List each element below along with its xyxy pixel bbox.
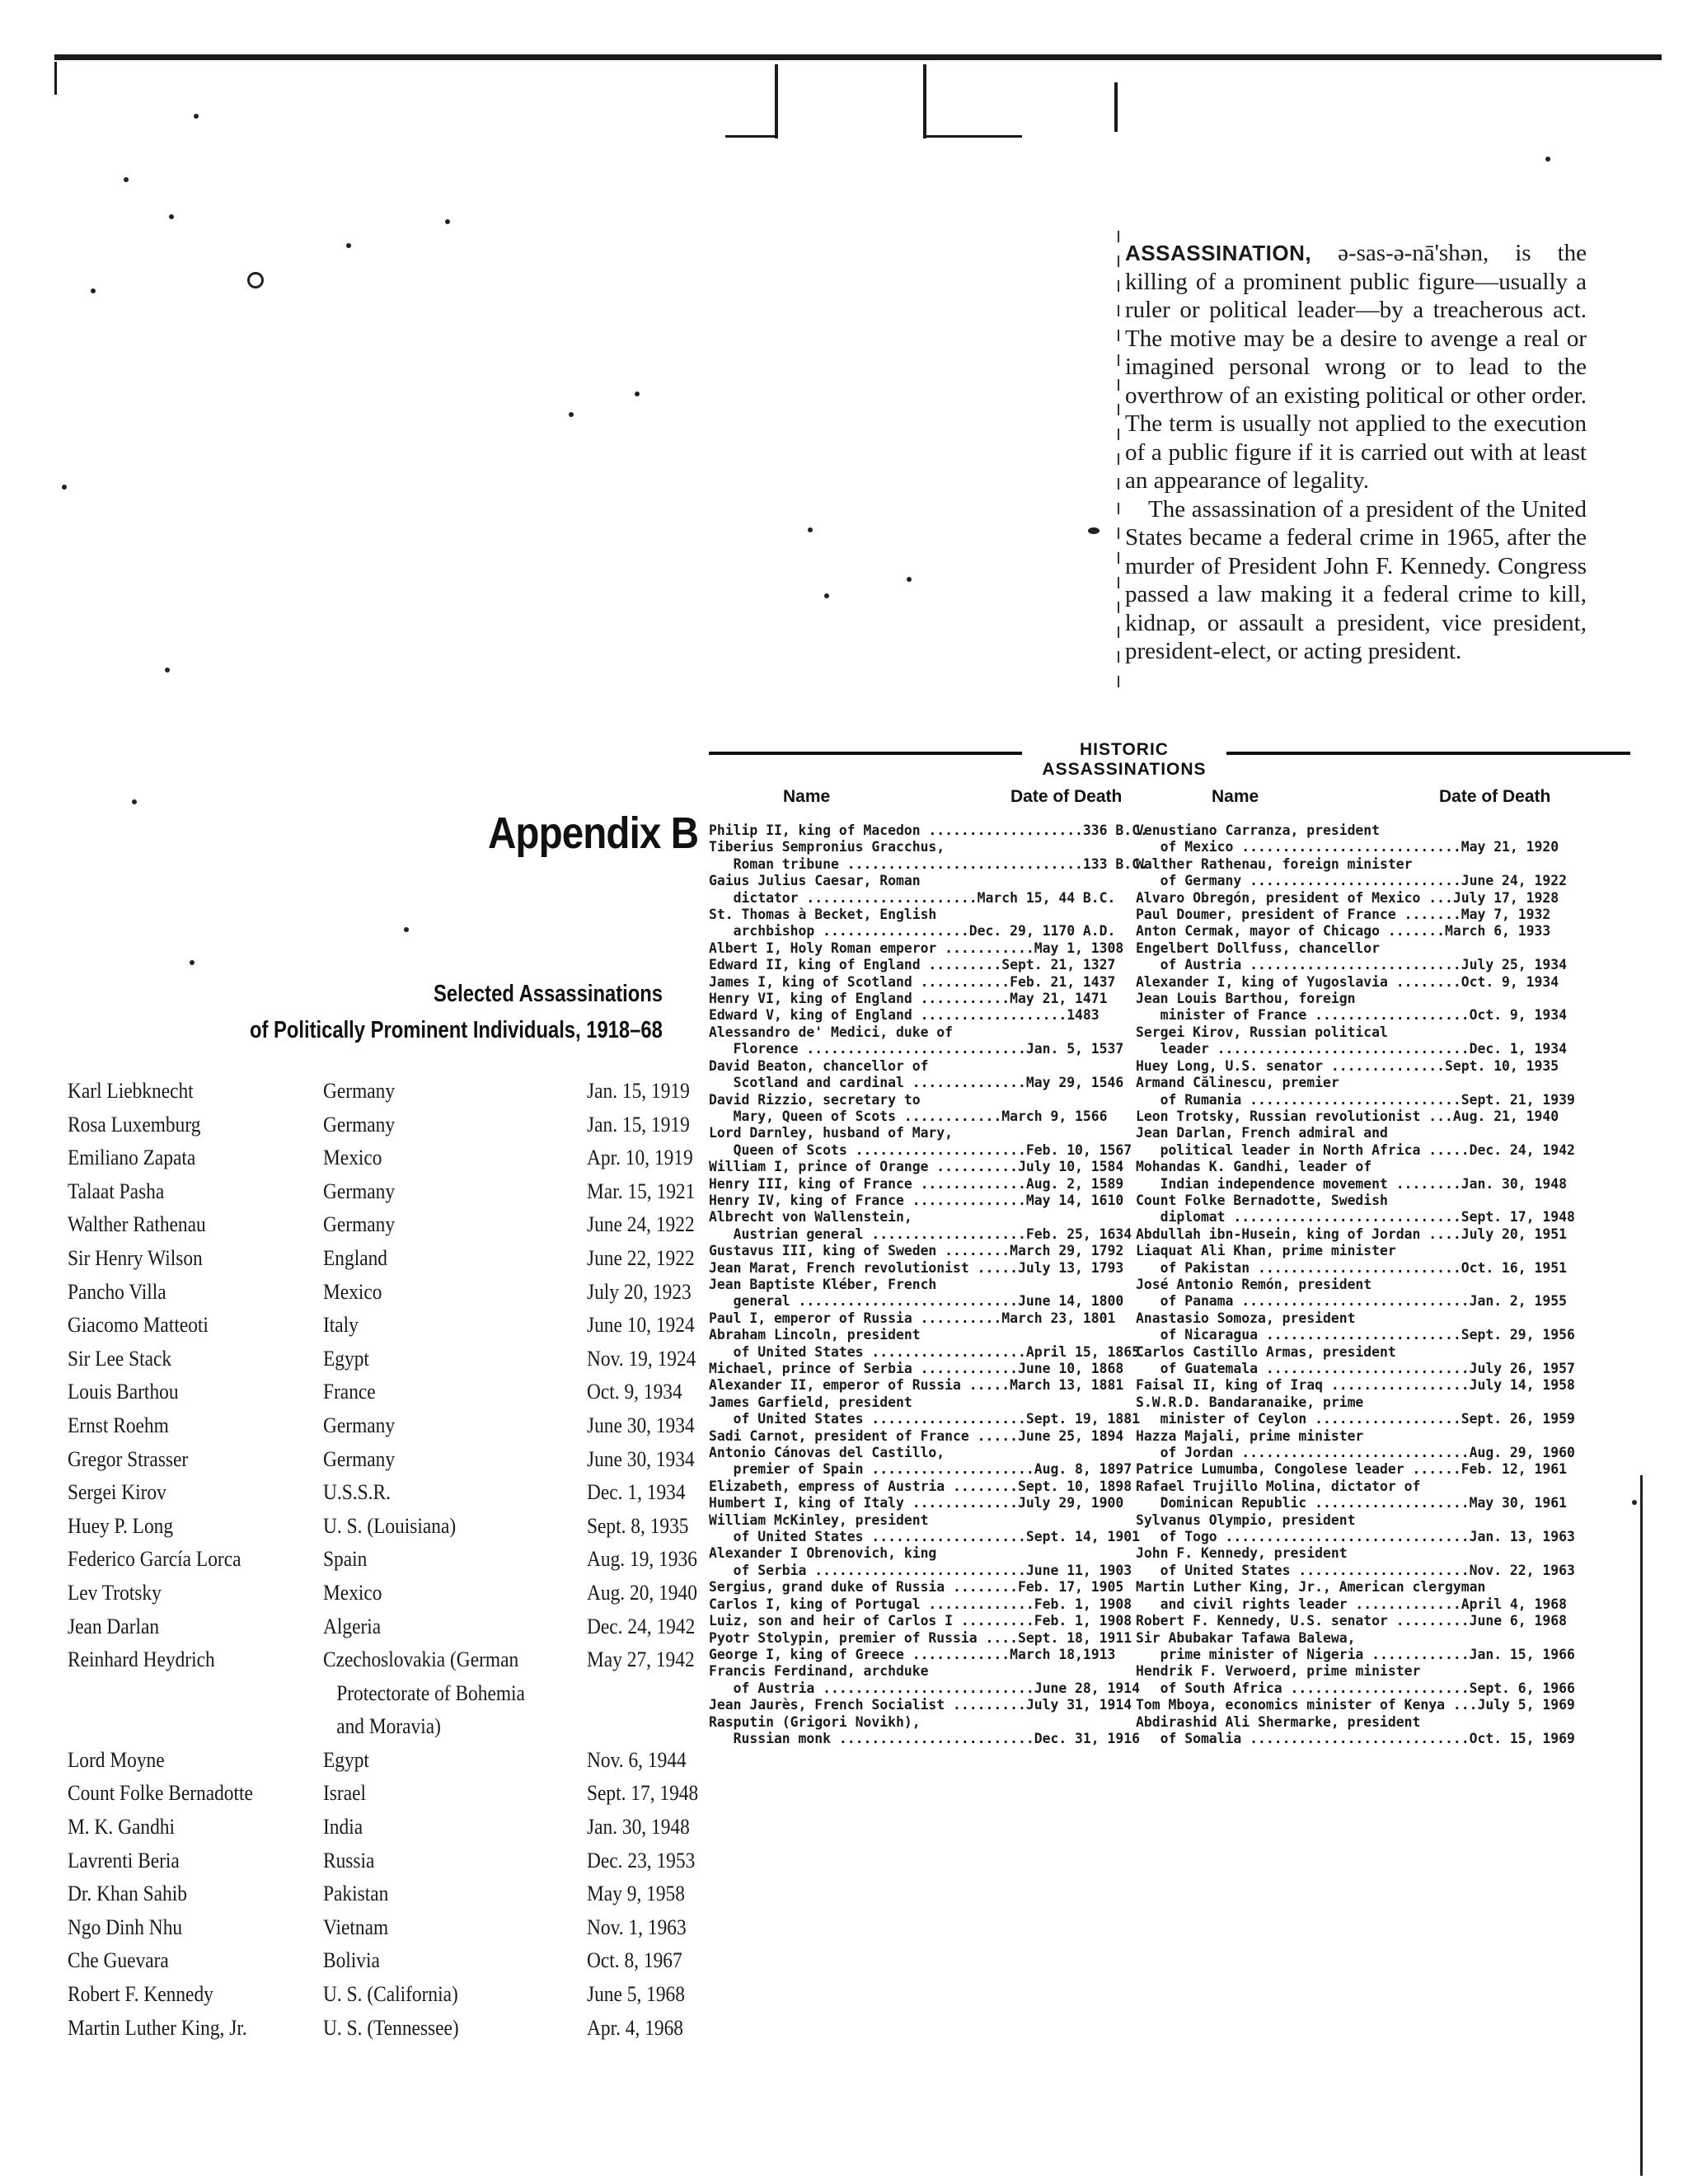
victim-name: Lev Trotsky xyxy=(68,1580,162,1605)
victim-name: Sergei Kirov xyxy=(68,1480,166,1505)
historic-entry-line: Alvaro Obregón, president of Mexico ...July 17, 1928 xyxy=(1136,889,1559,906)
appendix-title: Appendix B xyxy=(488,808,699,858)
victim-name: Robert F. Kennedy xyxy=(68,1982,213,2007)
historic-entry-line: Alessandro de' Medici, duke of xyxy=(709,1024,954,1040)
date-of-death: June 30, 1934 xyxy=(587,1446,695,1471)
historic-entry-line: of Guatemala .........................July 26, 1957 xyxy=(1136,1361,1575,1376)
historic-entry-line: Florence ...........................Jan. 5, 1537 xyxy=(709,1041,1124,1057)
scan-speck xyxy=(132,799,137,804)
historic-entry-line: Paul I, emperor of Russia ..........March 23, 1801 xyxy=(709,1310,1116,1326)
victim-name: Count Folke Bernadotte xyxy=(68,1781,253,1806)
appendix-row xyxy=(68,1510,694,1544)
victim-name: Reinhard Heydrich xyxy=(68,1647,215,1672)
historic-entry-line: Edward II, king of England .........Sept. 21, 1327 xyxy=(709,957,1116,973)
victim-name: Louis Barthou xyxy=(68,1380,179,1404)
historic-entry-line: S.W.R.D. Bandaranaike, prime xyxy=(1136,1394,1364,1410)
appendix-row xyxy=(68,1543,697,1577)
historic-entry-line: Henry VI, king of England ...........May 21, 1471 xyxy=(709,991,1108,1007)
victim-country: Mexico xyxy=(323,1146,382,1170)
historic-entry-line: David Rizzio, secretary to xyxy=(709,1091,921,1108)
historic-entry-line: Sergius, grand duke of Russia ........Feb. 17, 1905 xyxy=(709,1579,1124,1596)
date-of-death: Aug. 19, 1936 xyxy=(587,1547,697,1572)
date-of-death: Oct. 9, 1934 xyxy=(587,1380,682,1404)
historic-list-right xyxy=(1136,823,1575,1747)
historic-entry-line: political leader in North Africa .....Dec. 24, 1942 xyxy=(1136,1141,1575,1158)
historic-entry-line: diplomat ............................Sept. 17, 1948 xyxy=(1136,1209,1575,1226)
historic-entry-line: Antonio Cánovas del Castillo, xyxy=(709,1445,945,1461)
victim-name: Huey P. Long xyxy=(68,1513,174,1538)
victim-country: Israel xyxy=(323,1781,366,1806)
historic-entry-line: Engelbert Dollfuss, chancellor xyxy=(1136,940,1381,956)
date-of-death: June 5, 1968 xyxy=(587,1982,685,2007)
historic-entry-line: Walther Rathenau, foreign minister xyxy=(1136,855,1413,872)
historic-entry-line: Hendrik F. Verwoerd, prime minister xyxy=(1136,1663,1421,1680)
article-headword: ASSASSINATION, xyxy=(1125,241,1312,265)
date-of-death: June 30, 1934 xyxy=(587,1413,695,1437)
victim-country: Egypt xyxy=(323,1346,369,1371)
scan-speck xyxy=(445,219,450,224)
victim-name: Gregor Strasser xyxy=(68,1446,189,1471)
appendix-row xyxy=(68,1409,694,1443)
historic-entry-line: Edward V, king of England ..................1483 xyxy=(709,1007,1100,1024)
date-of-death: Jan. 15, 1919 xyxy=(587,1079,690,1103)
scan-speck xyxy=(165,668,170,673)
date-of-death: Dec. 23, 1953 xyxy=(587,1848,696,1872)
historic-entry-line: Venustiano Carranza, president xyxy=(1136,823,1381,838)
assassination-definition-article xyxy=(1125,239,1587,666)
article-left-rule xyxy=(1118,231,1119,692)
historic-entry-line: José Antonio Remón, president xyxy=(1136,1276,1372,1292)
appendix-row xyxy=(68,1577,697,1610)
victim-country: Pakistan xyxy=(323,1882,389,1906)
scan-speck xyxy=(124,177,129,182)
historic-entry-line: Jean Louis Barthou, foreign xyxy=(1136,991,1356,1007)
victim-country: Algeria xyxy=(323,1614,382,1638)
victim-name: Dr. Khan Sahib xyxy=(68,1882,187,1906)
victim-country: Germany xyxy=(323,1212,396,1237)
scan-speck xyxy=(91,288,96,293)
victim-country-line: Protectorate of Bohemia xyxy=(336,1680,525,1705)
appendix-row xyxy=(68,1476,694,1510)
victim-country: Germany xyxy=(323,1446,396,1471)
historic-entry-line: Sadi Carnot, president of France .....June 25, 1894 xyxy=(709,1427,1124,1444)
victim-name: Giacomo Matteoti xyxy=(68,1313,209,1338)
historic-entry-line: Henry III, king of France .............Aug. 2, 1589 xyxy=(709,1175,1124,1192)
scan-speck xyxy=(824,593,829,598)
appendix-row xyxy=(68,1643,694,1744)
date-of-death: Nov. 6, 1944 xyxy=(587,1747,687,1772)
historic-entry-line: Abdullah ibn-Husein, king of Jordan ....July 20, 1951 xyxy=(1136,1226,1568,1242)
historic-entry-line: Tiberius Sempronius Gracchus, xyxy=(709,839,945,855)
historic-entry-line: Luiz, son and heir of Carlos I .........Feb. 1, 1908 xyxy=(709,1613,1132,1629)
historic-entry-line: premier of Spain ....................Aug. 8, 1897 xyxy=(709,1461,1132,1478)
historic-entry-line: of Germany ..........................June 24, 1922 xyxy=(1136,873,1568,889)
historic-entry-line: St. Thomas à Becket, English xyxy=(709,907,937,923)
historic-entry-line: Pyotr Stolypin, premier of Russia ....Sept. 18, 1911 xyxy=(709,1629,1132,1646)
historic-entry-line: Jean Darlan, French admiral and xyxy=(1136,1125,1388,1141)
victim-country: Germany xyxy=(323,1112,396,1137)
date-of-death: Jan. 15, 1919 xyxy=(587,1112,690,1137)
date-of-death: June 22, 1922 xyxy=(587,1245,695,1270)
date-of-death: May 27, 1942 xyxy=(587,1647,695,1672)
historic-entry-line: archbishop ..................Dec. 29, 1170 A.D. xyxy=(709,923,1116,940)
article-paragraph-1 xyxy=(1125,239,1587,495)
historic-entry-line: Sir Abubakar Tafawa Balewa, xyxy=(1136,1629,1356,1646)
victim-country-line: Czechoslovakia (German xyxy=(323,1647,519,1672)
historic-entry-line: Abraham Lincoln, president xyxy=(709,1327,921,1343)
historic-entry-line: William McKinley, president xyxy=(709,1511,929,1528)
victim-name: Sir Lee Stack xyxy=(68,1346,172,1371)
victim-country: Bolivia xyxy=(323,1948,380,1973)
historic-entry-line: Alexander I Obrenovich, king xyxy=(709,1545,937,1562)
date-of-death: Apr. 10, 1919 xyxy=(587,1146,693,1170)
date-of-death: Sept. 8, 1935 xyxy=(587,1513,689,1538)
historic-entry-line: of Nicaragua ........................Sept. 29, 1956 xyxy=(1136,1327,1575,1343)
date-of-death: July 20, 1923 xyxy=(587,1279,692,1304)
historic-assassinations-title: HISTORIC ASSASSINATIONS xyxy=(1042,740,1207,779)
date-of-death: Sept. 17, 1948 xyxy=(587,1781,699,1806)
historic-entry-line: Austrian general ...................Feb. 25, 1634 xyxy=(709,1226,1132,1242)
scan-speck xyxy=(169,214,174,219)
historic-entry-line: of United States ...................Sept. 14, 1901 xyxy=(709,1529,1141,1545)
date-of-death: June 10, 1924 xyxy=(587,1313,695,1338)
historic-entry-line: George I, king of Greece ............March 18,1913 xyxy=(709,1646,1116,1662)
historic-entry-line: of Serbia ..........................June 11, 1903 xyxy=(709,1562,1132,1578)
historic-entry-line: Abdirashid Ali Shermarke, president xyxy=(1136,1713,1421,1730)
victim-name: Martin Luther King, Jr. xyxy=(68,2015,247,2040)
historic-entry-line: Armand Călinescu, premier xyxy=(1136,1075,1339,1091)
victim-name: Che Guevara xyxy=(68,1948,169,1973)
historic-entry-line: William I, prince of Orange ..........July 10, 1584 xyxy=(709,1159,1124,1175)
historic-entry-line: Huey Long, U.S. senator ..............Sept. 10, 1935 xyxy=(1136,1057,1559,1074)
historic-entry-line: James Garfield, president xyxy=(709,1394,912,1410)
historic-entry-line: John F. Kennedy, president xyxy=(1136,1545,1348,1562)
historic-entry-line: Robert F. Kennedy, U.S. senator .........June 6, 1968 xyxy=(1136,1613,1568,1629)
victim-country: Egypt xyxy=(323,1747,369,1772)
historic-entry-line: Lord Darnley, husband of Mary, xyxy=(709,1125,954,1141)
historic-entry-line: of Togo ..............................Jan. 13, 1963 xyxy=(1136,1529,1575,1545)
historic-entry-line: Philip II, king of Macedon ...................336 B.C. xyxy=(709,823,1148,838)
appendix-row xyxy=(68,1944,694,1978)
historic-entry-line: of United States ...................Sept. 19, 1881 xyxy=(709,1411,1141,1427)
scan-speck xyxy=(404,927,409,932)
bracket-left-horizontal xyxy=(725,135,776,138)
victim-name: Federico García Lorca xyxy=(68,1547,241,1572)
top-border-line xyxy=(54,54,1662,60)
historic-entry-line: Alexander II, emperor of Russia .....March 13, 1881 xyxy=(709,1377,1124,1394)
victim-name: Pancho Villa xyxy=(68,1279,166,1304)
historic-entry-line: Roman tribune .............................133 B.C. xyxy=(709,855,1148,872)
appendix-row xyxy=(68,1811,694,1844)
historic-entry-line: general ...........................June 14, 1800 xyxy=(709,1293,1124,1310)
bracket-right-horizontal xyxy=(923,135,1022,138)
scan-speck xyxy=(1088,527,1100,534)
historic-entry-line: Russian monk ........................Dec. 31, 1916 xyxy=(709,1730,1141,1746)
left-border-tick xyxy=(54,62,57,95)
historic-entry-line: Elizabeth, empress of Austria ........Sept. 10, 1898 xyxy=(709,1478,1132,1494)
appendix-subtitle-line-1: Selected Assassinations xyxy=(433,981,663,1007)
victim-country-multiline xyxy=(323,1643,525,1744)
date-of-death: Jan. 30, 1948 xyxy=(587,1815,690,1840)
historic-entry-line: James I, king of Scotland ...........Feb. 21, 1437 xyxy=(709,973,1116,990)
article-paragraph-1-text: ə-sas-ə-nā'shən, is the killing of a prominent public figure—usually a ruler or political leader—by a treacherous act. The motive may be a desire to avenge a real or imagined personal wrong or to lead to the overthrow of an existing political or other order. The term is usually not applied to the execution of a public figure if it is carried out with at least an appearance of legality. xyxy=(1125,240,1587,494)
historic-entry-line: Martin Luther King, Jr., American clergyman xyxy=(1136,1579,1486,1596)
victim-country: India xyxy=(323,1815,363,1840)
historic-header-rule-left xyxy=(709,752,1022,755)
date-of-death: Mar. 15, 1921 xyxy=(587,1179,696,1203)
victim-country: U. S. (Tennessee) xyxy=(323,2015,459,2040)
appendix-row xyxy=(68,1309,694,1343)
right-border-rule xyxy=(1640,1475,1643,2176)
historic-entry-line: Tom Mboya, economics minister of Kenya ...July 5, 1969 xyxy=(1136,1697,1575,1713)
historic-entry-line: Gaius Julius Caesar, Roman xyxy=(709,873,921,889)
historic-entry-line: Queen of Scots .....................Feb. 10, 1567 xyxy=(709,1141,1132,1158)
victim-country: U.S.S.R. xyxy=(323,1480,391,1505)
scan-speck xyxy=(1632,1500,1637,1505)
historic-entry-line: of South Africa ......................Sept. 6, 1966 xyxy=(1136,1680,1575,1696)
victim-name: Lord Moyne xyxy=(68,1747,165,1772)
historic-entry-line: of Austria ..........................July 25, 1934 xyxy=(1136,957,1568,973)
victim-country: England xyxy=(323,1245,387,1270)
victim-country: France xyxy=(323,1380,376,1404)
historic-entry-line: of United States ...................April 15, 1865 xyxy=(709,1343,1141,1360)
victim-name: Lavrenti Beria xyxy=(68,1848,180,1872)
historic-entry-line: of Pakistan .........................Oct. 16, 1951 xyxy=(1136,1259,1568,1276)
bracket-left-vertical xyxy=(775,64,778,138)
historic-entry-line: dictator .....................March 15, 44 B.C. xyxy=(709,889,1116,906)
appendix-assassination-list xyxy=(68,1075,699,2045)
victim-name: Talaat Pasha xyxy=(68,1179,165,1203)
appendix-row xyxy=(68,1343,694,1376)
historic-entry-line: Jean Baptiste Kléber, French xyxy=(709,1276,937,1292)
historic-entry-line: of Somalia ...........................Oct. 15, 1969 xyxy=(1136,1730,1575,1746)
appendix-row xyxy=(68,1844,694,1878)
historic-entry-line: of Rumania ..........................Sept. 21, 1939 xyxy=(1136,1091,1575,1108)
historic-entry-line: Sergei Kirov, Russian political xyxy=(1136,1024,1388,1040)
historic-entry-line: Rafael Trujillo Molina, dictator of xyxy=(1136,1478,1421,1494)
victim-country: Italy xyxy=(323,1313,359,1338)
historic-entry-line: Albrecht von Wallenstein, xyxy=(709,1209,912,1226)
date-of-death: Dec. 1, 1934 xyxy=(587,1480,686,1505)
historic-entry-line: and civil rights leader .............April 4, 1968 xyxy=(1136,1596,1568,1612)
victim-country: Germany xyxy=(323,1413,396,1437)
date-of-death: Apr. 4, 1968 xyxy=(587,2015,683,2040)
historic-col-name-left: Name xyxy=(783,787,831,806)
historic-entry-line: Michael, prince of Serbia ............June 10, 1868 xyxy=(709,1361,1124,1376)
historic-entry-line: Francis Ferdinand, archduke xyxy=(709,1663,929,1680)
historic-entry-line: prime minister of Nigeria ............Jan. 15, 1966 xyxy=(1136,1646,1575,1662)
bracket-right-vertical xyxy=(923,64,926,138)
historic-entry-line: Patrice Lumumba, Congolese leader ......Feb. 12, 1961 xyxy=(1136,1461,1568,1478)
date-of-death: May 9, 1958 xyxy=(587,1882,685,1906)
victim-country: U. S. (Louisiana) xyxy=(323,1513,457,1538)
bracket-far-vertical xyxy=(1114,82,1118,132)
appendix-row xyxy=(68,1208,694,1242)
historic-entry-line: Count Folke Bernadotte, Swedish xyxy=(1136,1192,1388,1208)
appendix-row xyxy=(68,1276,694,1310)
historic-entry-line: Alexander I, king of Yugoslavia ........Oct. 9, 1934 xyxy=(1136,973,1559,990)
appendix-row xyxy=(68,1075,694,1108)
historic-entry-line: Leon Trotsky, Russian revolutionist ...Aug. 21, 1940 xyxy=(1136,1108,1559,1124)
victim-country: Mexico xyxy=(323,1279,382,1304)
appendix-row xyxy=(68,1911,694,1945)
historic-entry-line: Paul Doumer, president of France .......May 7, 1932 xyxy=(1136,907,1551,923)
victim-name: Ernst Roehm xyxy=(68,1413,169,1437)
date-of-death: Dec. 24, 1942 xyxy=(587,1614,696,1638)
victim-name: Sir Henry Wilson xyxy=(68,1245,203,1270)
historic-list-left xyxy=(709,823,1148,1747)
historic-entry-line: minister of Ceylon ..................Sept. 26, 1959 xyxy=(1136,1411,1575,1427)
historic-entry-line: Faisal II, king of Iraq .................July 14, 1958 xyxy=(1136,1377,1575,1394)
historic-entry-line: Anastasio Somoza, president xyxy=(1136,1310,1356,1326)
historic-entry-line: Mary, Queen of Scots ............March 9, 1566 xyxy=(709,1108,1108,1124)
scan-speck xyxy=(1545,157,1550,162)
historic-entry-line: Carlos I, king of Portugal .............Feb. 1, 1908 xyxy=(709,1596,1132,1612)
appendix-row xyxy=(68,1610,694,1644)
victim-country: Mexico xyxy=(323,1580,382,1605)
historic-entry-line: Carlos Castillo Armas, president xyxy=(1136,1343,1396,1360)
scan-speck xyxy=(346,243,351,248)
historic-entry-line: Albert I, Holy Roman emperor ...........May 1, 1308 xyxy=(709,940,1124,956)
historic-entry-line: Dominican Republic ...................May 30, 1961 xyxy=(1136,1495,1568,1511)
victim-name: Jean Darlan xyxy=(68,1614,160,1638)
date-of-death: Nov. 1, 1963 xyxy=(587,1915,687,1939)
victim-name: Ngo Dinh Nhu xyxy=(68,1915,183,1939)
historic-entry-line: of Mexico ...........................May 21, 1920 xyxy=(1136,839,1559,855)
date-of-death: Aug. 20, 1940 xyxy=(587,1580,697,1605)
scan-speck xyxy=(194,114,199,119)
appendix-row xyxy=(68,1376,694,1409)
historic-entry-line: David Beaton, chancellor of xyxy=(709,1057,929,1074)
historic-entry-line: of Austria ..........................June 28, 1914 xyxy=(709,1680,1141,1696)
historic-entry-line: Indian independence movement ........Jan. 30, 1948 xyxy=(1136,1175,1568,1192)
historic-entry-line: of Panama ............................Jan. 2, 1955 xyxy=(1136,1293,1568,1310)
appendix-row xyxy=(68,1175,694,1209)
scan-speck xyxy=(62,485,67,490)
appendix-row xyxy=(68,2012,694,2046)
scan-speck xyxy=(808,527,813,532)
victim-country: Germany xyxy=(323,1179,396,1203)
victim-country: U. S. (California) xyxy=(323,1982,458,2007)
victim-name: Emiliano Zapata xyxy=(68,1146,196,1170)
appendix-row xyxy=(68,1978,694,2012)
historic-entry-line: Liaquat Ali Khan, prime minister xyxy=(1136,1243,1396,1259)
victim-country: Germany xyxy=(323,1079,396,1103)
historic-entry-line: Sylvanus Olympio, president xyxy=(1136,1511,1356,1528)
historic-entry-line: Scotland and cardinal ..............May 29, 1546 xyxy=(709,1075,1124,1091)
historic-entry-line: Rasputin (Grigori Novikh), xyxy=(709,1713,921,1730)
victim-country: Russia xyxy=(323,1848,375,1872)
historic-col-date-left: Date of Death xyxy=(1010,787,1123,806)
scan-speck xyxy=(569,412,574,417)
historic-entry-line: Jean Jaurès, French Socialist .........July 31, 1914 xyxy=(709,1697,1132,1713)
historic-entry-line: Mohandas K. Gandhi, leader of xyxy=(1136,1159,1372,1175)
historic-entry-line: Jean Marat, French revolutionist .....July 13, 1793 xyxy=(709,1259,1124,1276)
appendix-row xyxy=(68,1777,699,1811)
scan-speck xyxy=(190,960,195,965)
article-paragraph-2: The assassination of a president of the United States became a federal crime in 1965, after the murder of President John F. Kennedy. Congress passed a law making it a federal crime to kill, kidnap, or assault a president, vice president, president-elect, or acting president. xyxy=(1125,495,1587,664)
historic-entry-line: of United States .....................Nov. 22, 1963 xyxy=(1136,1562,1575,1578)
historic-entry-line: Hazza Majali, prime minister xyxy=(1136,1427,1364,1444)
historic-entry-line: of Jordan ............................Aug. 29, 1960 xyxy=(1136,1445,1575,1461)
victim-country: Spain xyxy=(323,1547,368,1572)
victim-name: Walther Rathenau xyxy=(68,1212,206,1237)
historic-col-name-right: Name xyxy=(1212,787,1259,806)
date-of-death: Oct. 8, 1967 xyxy=(587,1948,682,1973)
historic-entry-line: Humbert I, king of Italy .............July 29, 1900 xyxy=(709,1495,1124,1511)
victim-name: M. K. Gandhi xyxy=(68,1815,175,1840)
victim-name: Karl Liebknecht xyxy=(68,1079,194,1103)
appendix-row xyxy=(68,1877,694,1911)
historic-entry-line: Anton Cermak, mayor of Chicago .......March 6, 1933 xyxy=(1136,923,1551,940)
scan-speck xyxy=(635,391,640,396)
appendix-row xyxy=(68,1744,694,1778)
historic-entry-line: Henry IV, king of France ..............May 14, 1610 xyxy=(709,1192,1124,1208)
historic-entry-line: Gustavus III, king of Sweden ........March 29, 1792 xyxy=(709,1243,1124,1259)
appendix-row xyxy=(68,1242,694,1276)
victim-country-line: and Moravia) xyxy=(336,1714,441,1739)
historic-col-date-right: Date of Death xyxy=(1439,787,1551,806)
historic-entry-line: minister of France ...................Oct. 9, 1934 xyxy=(1136,1007,1568,1024)
appendix-row xyxy=(68,1141,694,1175)
historic-header-rule-right xyxy=(1226,752,1630,755)
victim-name: Rosa Luxemburg xyxy=(68,1112,201,1137)
scan-speck xyxy=(907,577,912,582)
date-of-death: June 24, 1922 xyxy=(587,1212,695,1237)
appendix-row xyxy=(68,1108,694,1142)
scan-speck xyxy=(247,272,264,288)
appendix-subtitle-line-2: of Politically Prominent Individuals, 1918–68 xyxy=(250,1017,663,1043)
appendix-row xyxy=(68,1443,694,1477)
victim-country: Vietnam xyxy=(323,1915,389,1939)
date-of-death: Nov. 19, 1924 xyxy=(587,1346,696,1371)
historic-entry-line: leader ...............................Dec. 1, 1934 xyxy=(1136,1041,1568,1057)
